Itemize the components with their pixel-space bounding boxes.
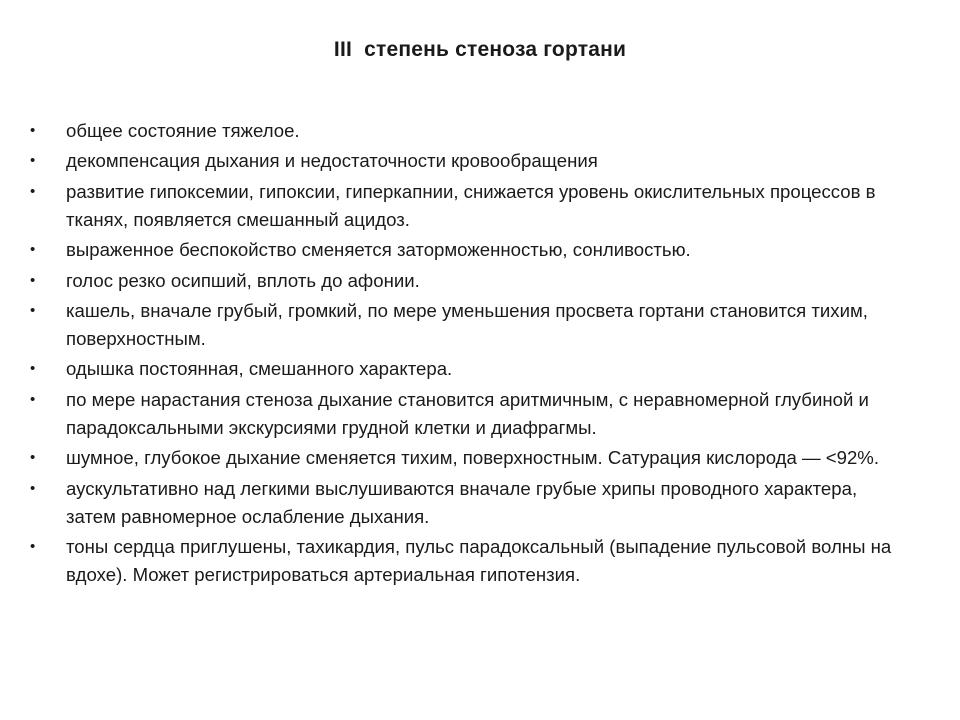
bullet-icon: • <box>30 449 36 467</box>
list-item <box>30 236 910 264</box>
bullet-icon: • <box>30 390 36 408</box>
list-item-text: выраженное беспокойство сменяется заторможенностью, сонливостью. <box>66 239 691 261</box>
list-item <box>30 533 910 589</box>
list-item-text: развитие гипоксемии, гипоксии, гиперкапнии, снижается уровень окислительных процессов в тканях, появляется смешанный ацидоз. <box>66 180 876 230</box>
bullet-icon: • <box>30 122 36 139</box>
bullet-icon: • <box>30 182 36 200</box>
list-item <box>30 147 910 175</box>
list-item-text: тоны сердца приглушены, тахикардия, пульс парадоксальный (выпадение пульсовой волны на вдохе). Может регистрироваться артериальная гипотензия. <box>66 535 892 585</box>
bullet-list <box>30 117 910 591</box>
list-item <box>30 475 910 531</box>
list-item-text: общее состояние тяжелое. <box>66 120 300 141</box>
list-item-text: голос резко осипший, вплоть до афонии. <box>66 269 420 291</box>
list-item-text: одышка постоянная, смешанного характера. <box>66 358 453 380</box>
list-item <box>30 444 910 472</box>
list-item <box>30 178 910 234</box>
list-item <box>30 267 910 295</box>
list-item <box>30 386 910 442</box>
list-item-text: по мере нарастания стеноза дыхание становится аритмичным, с неравномерной глубиной и парадоксальными экскурсиями грудной клетки и диафрагмы. <box>66 388 869 438</box>
list-item-text: кашель, вначале грубый, громкий, по мере уменьшения просвета гортани становится тихим, поверхностным. <box>66 299 868 349</box>
bullet-icon: • <box>30 271 36 289</box>
list-item-text: шумное, глубокое дыхание сменяется тихим, поверхностным. Сатурация кислорода — <92%. <box>66 447 880 469</box>
list-item <box>30 355 910 383</box>
slide-title: III степень стеноза гортани <box>333 38 627 61</box>
bullet-icon: • <box>30 537 36 555</box>
bullet-icon: • <box>30 241 36 259</box>
bullet-icon: • <box>30 360 36 378</box>
list-item-text: декомпенсация дыхания и недостаточности кровообращения <box>66 150 598 172</box>
bullet-icon: • <box>30 301 36 319</box>
list-item-text: аускультативно над легкими выслушиваются вначале грубые хрипы проводного характера, затем равномерное ослабление дыхания. <box>66 477 858 527</box>
bullet-icon: • <box>30 152 36 170</box>
list-item <box>30 117 910 145</box>
list-item <box>30 297 910 353</box>
bullet-icon: • <box>30 479 36 497</box>
